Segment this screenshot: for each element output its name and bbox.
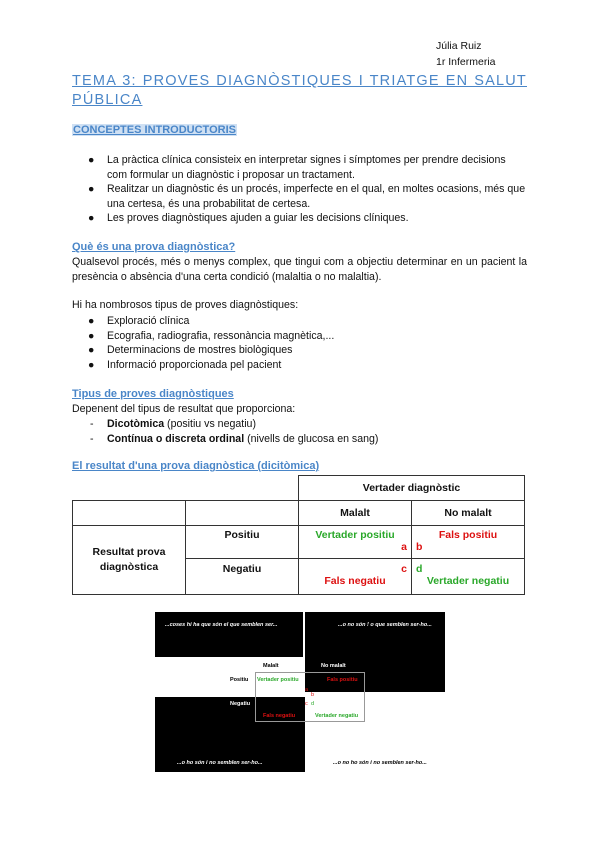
figure-panel-tl xyxy=(155,612,303,657)
list-item: ● Exploració clínica xyxy=(88,315,190,327)
table-row-positiu: Positiu xyxy=(186,526,299,559)
fig-a: a xyxy=(305,687,309,693)
definition-paragraph: Qualsevol procés, més o menys complex, que tingui com a objectiu determinar en un pacient la presència o absència d'una certa condició (malaltia o no malaltia). xyxy=(72,256,527,283)
fig-fp: Fals positiu xyxy=(327,677,358,683)
table-col-malalt: Malalt xyxy=(299,501,412,526)
section-heading-result: El resultat d'una prova diagnòstica (dicitòmica) xyxy=(72,460,320,472)
bullet-icon: ● xyxy=(88,315,95,327)
fig-col-no-malalt: No malalt xyxy=(321,663,346,669)
test-types-list xyxy=(88,314,528,372)
caption-tr: ...o no són ! o que semblen ser-ho... xyxy=(338,622,432,628)
fig-c: c xyxy=(305,701,308,707)
section-heading-what-is: Què és una prova diagnòstica? xyxy=(72,241,236,253)
list-item: ● La pràctica clínica consisteix en interpretar signes i símptomes per prendre decisions com formular un diagnòstic i proposar un tractament. xyxy=(88,154,506,181)
cell-c: c Fals negatiu xyxy=(299,559,412,595)
caption-tl: ...coses hi ha que són el que semblen ser... xyxy=(165,622,278,628)
fig-fn: Fals negatiu xyxy=(263,713,296,719)
cell-a: Vertader positiu a xyxy=(299,526,412,559)
bullet-icon: ● xyxy=(88,183,95,195)
table-row-group: Resultat prova diagnòstica xyxy=(73,526,186,595)
list-item: - Dicotòmica (positiu vs negatiu) xyxy=(90,418,256,430)
fig-d: d xyxy=(311,701,315,707)
diagnosis-figure xyxy=(155,612,445,772)
bullet-icon: ● xyxy=(88,358,95,371)
result-types-list xyxy=(90,417,378,446)
types-intro-2: Depenent del tipus de resultat que proporciona: xyxy=(72,403,296,415)
table-col-no-malalt: No malalt xyxy=(412,501,525,526)
author-course: 1r Infermeria xyxy=(436,56,496,68)
fig-b: b xyxy=(311,692,315,698)
list-item: ● Realitzar un diagnòstic és un procés, imperfecte en el qual, en moltes ocasions, més que una certesa, és una probabilitat de certesa. xyxy=(88,183,526,210)
bullet-icon: ● xyxy=(88,154,95,166)
bullet-icon: ● xyxy=(88,212,95,224)
bullet-icon: ● xyxy=(88,344,95,356)
types-intro: Hi ha nombrosos tipus de proves diagnòstiques: xyxy=(72,299,299,311)
section-heading-concepts xyxy=(72,124,237,136)
list-item: - Contínua o discreta ordinal (nivells de glucosa en sang) xyxy=(90,432,379,445)
fig-row-positiu: Positiu xyxy=(230,677,249,683)
section-heading-types: Tipus de proves diagnòstiques xyxy=(72,388,234,400)
list-item: ● Determinacions de mostres biològiques xyxy=(88,344,293,356)
bullet-icon: ● xyxy=(88,329,95,342)
list-item: ● Informació proporcionada pel pacient xyxy=(88,358,282,371)
fig-vp: Vertader positiu xyxy=(257,677,299,683)
caption-br: ...o no ho són i no semblen ser-ho... xyxy=(333,760,427,766)
table-row-negatiu: Negatiu xyxy=(186,559,299,595)
page-title: TEMA 3: PROVES DIAGNÒSTIQUES I TRIATGE EN SALUT PÚBLICA xyxy=(72,73,527,108)
author-block xyxy=(436,38,496,70)
contingency-table xyxy=(72,475,525,595)
section-heading-text: CONCEPTES INTRODUCTORIS xyxy=(73,124,236,136)
fig-vn: Vertader negatiu xyxy=(315,713,359,719)
cell-d: d Vertader negatiu xyxy=(412,559,525,595)
fig-row-negatiu: Negatiu xyxy=(230,701,251,707)
concepts-list xyxy=(88,153,528,226)
author-name: Júlia Ruiz xyxy=(436,40,482,52)
caption-bl: ...o ho són i no semblen ser-ho... xyxy=(177,760,263,766)
list-item: ● Ecografia, radiografia, ressonància magnètica,... xyxy=(88,329,335,342)
table-col-group: Vertader diagnòstic xyxy=(299,476,525,501)
list-item: ● Les proves diagnòstiques ajuden a guiar les decisions clíniques. xyxy=(88,212,409,224)
cell-b: Fals positiu b xyxy=(412,526,525,559)
fig-col-malalt: Malalt xyxy=(263,663,279,669)
